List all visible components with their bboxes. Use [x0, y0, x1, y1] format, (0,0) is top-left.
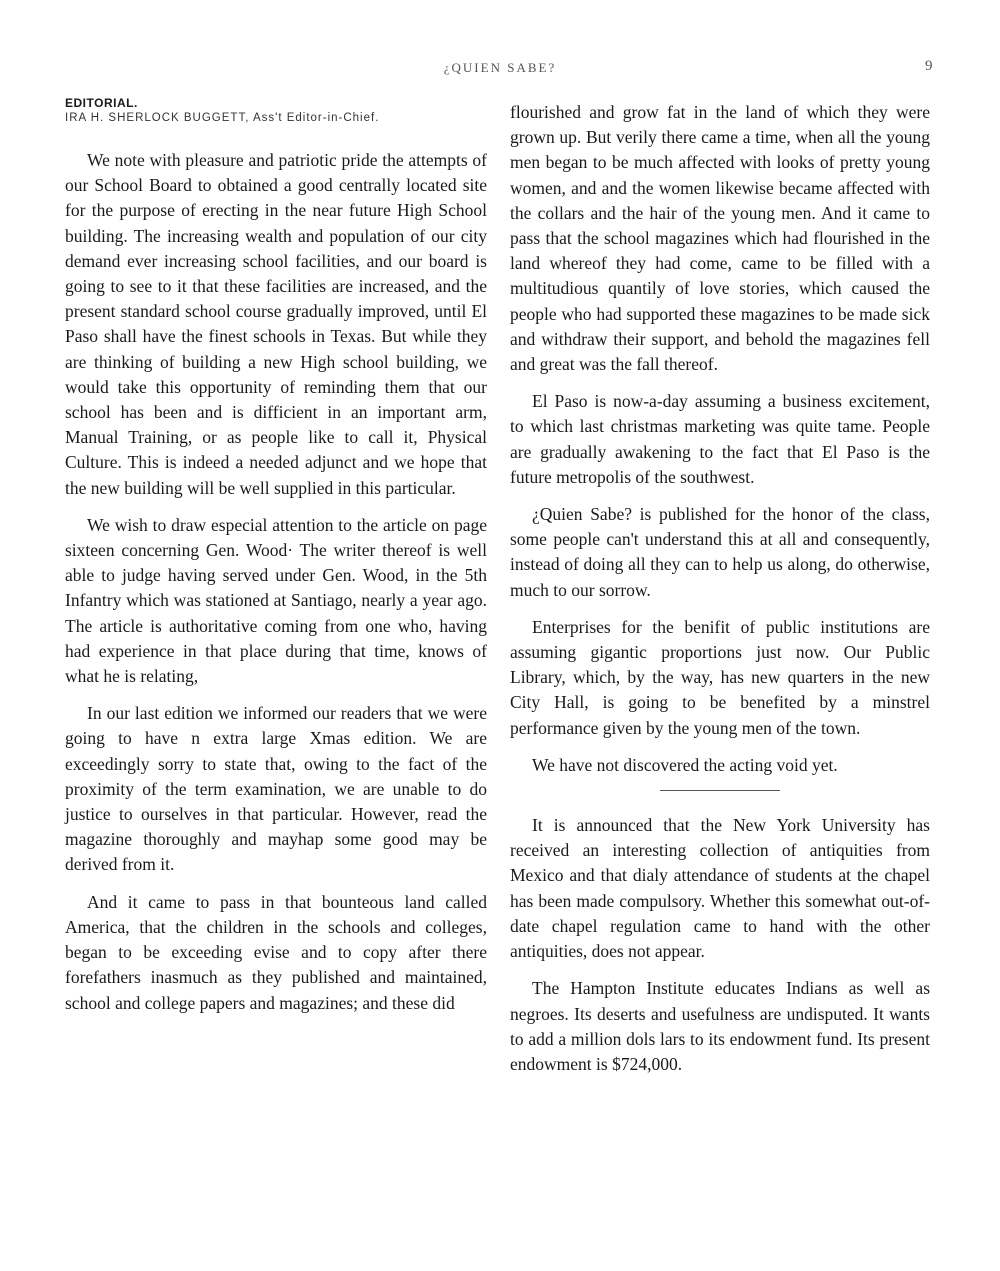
section-divider — [660, 790, 780, 791]
section-label: EDITORIAL. — [65, 96, 138, 110]
running-header: ¿QUIEN SABE? — [443, 60, 557, 75]
editorial-paragraph: El Paso is now-a-day assuming a business excitement, to which last christmas marketing was quite tame. People are gradually awakening to the fact that El Paso is the future metropolis of the southwest. — [510, 391, 930, 487]
staff-credit: IRA H. SHERLOCK BUGGETT, Ass't Editor-in-Chief. — [65, 112, 380, 124]
editorial-paragraph: We have not discovered the acting void yet. — [532, 754, 838, 775]
editorial-paragraph: And it came to pass in that bounteous land called America, that the children in the schools and colleges, began to be exceeding evise and to copy after there forefathers inasmuch as they published and maintained, school and college papers and magazines; and these did — [65, 891, 487, 1013]
page-number: 9 — [925, 58, 933, 74]
right-column — [510, 100, 930, 1089]
left-column — [65, 96, 487, 1028]
editorial-paragraph: We wish to draw especial attention to the article on page sixteen concerning Gen. Wood· The writer thereof is well able to judge having served under Gen. Wood, in the 5th Infantry which was stationed at Santiago, nearly a year ago. The article is authoritative coming from one who, having had experience in that place during that time, knows of what he is relating, — [65, 514, 487, 687]
editorial-paragraph: Enterprises for the benifit of public institutions are assuming gigantic proportions just now. Our Public Library, which, by the way, has new quarters in the new City Hall, is going to be benefited by a minstrel performance given by the young men of the town. — [510, 616, 930, 738]
editorial-paragraph: We note with pleasure and patriotic pride the attempts of our School Board to obtained a good centrally located site for the purpose of erecting in the near future High School building. The increasing wealth and population of our city demand ever increasing school facilities, and our board is going to see to it that these facilities are increased, and the present standard school course gradually improved, until El Paso shall have the finest schools in Texas. But while they are thinking of building a new High school building, we would take this opportunity of reminding them that our school has been and is difficient in an important arm, Manual Training, or as people like to call it, Physical Culture. This is indeed a needed adjunct and we hope that the new building will be well supplied in this particular. — [65, 150, 487, 498]
exchange-paragraph: It is announced that the New York University has received an interesting collection of antiquities from Mexico and that dialy attendance of students at the chapel has been made compulsory. Whether this somewhat out-of-date chapel regulation came to hand with the other antiquities, does not appear. — [510, 815, 930, 962]
editorial-paragraph: In our last edition we informed our readers that we were going to have n extra large Xmas edition. We are exceedingly sorry to state that, owing to the fact of the proximity of the term examination, we are unable to do justice to ourselves in that particular. However, read the magazine thoroughly and mayhap some good may be derived from it. — [65, 703, 487, 875]
editorial-paragraph: flourished and grow fat in the land of which they were grown up. But verily there came a time, when all the young men began to be much affected with looks of pretty young women, and and the women likewise became affected with the collars and the hair of the young men. And it came to pass that the school magazines which had flourished in the land whereof they had come, came to be filled with a multitudious quantily of love stories, which caused the people who had supported these magazines to be made sick and withdraw their support, and behold the magazines fell and great was the fall thereof. — [510, 102, 930, 375]
exchange-paragraph: The Hampton Institute educates Indians as well as negroes. Its deserts and usefulness are undisputed. It wants to add a million dols lars to its endowment fund. Its present endowment is $724,000. — [510, 978, 930, 1074]
editorial-paragraph: ¿Quien Sabe? is published for the honor of the class, some people can't understand this at all and consequently, instead of doing all they can to help us along, do otherwise, much to our sorrow. — [510, 504, 930, 600]
